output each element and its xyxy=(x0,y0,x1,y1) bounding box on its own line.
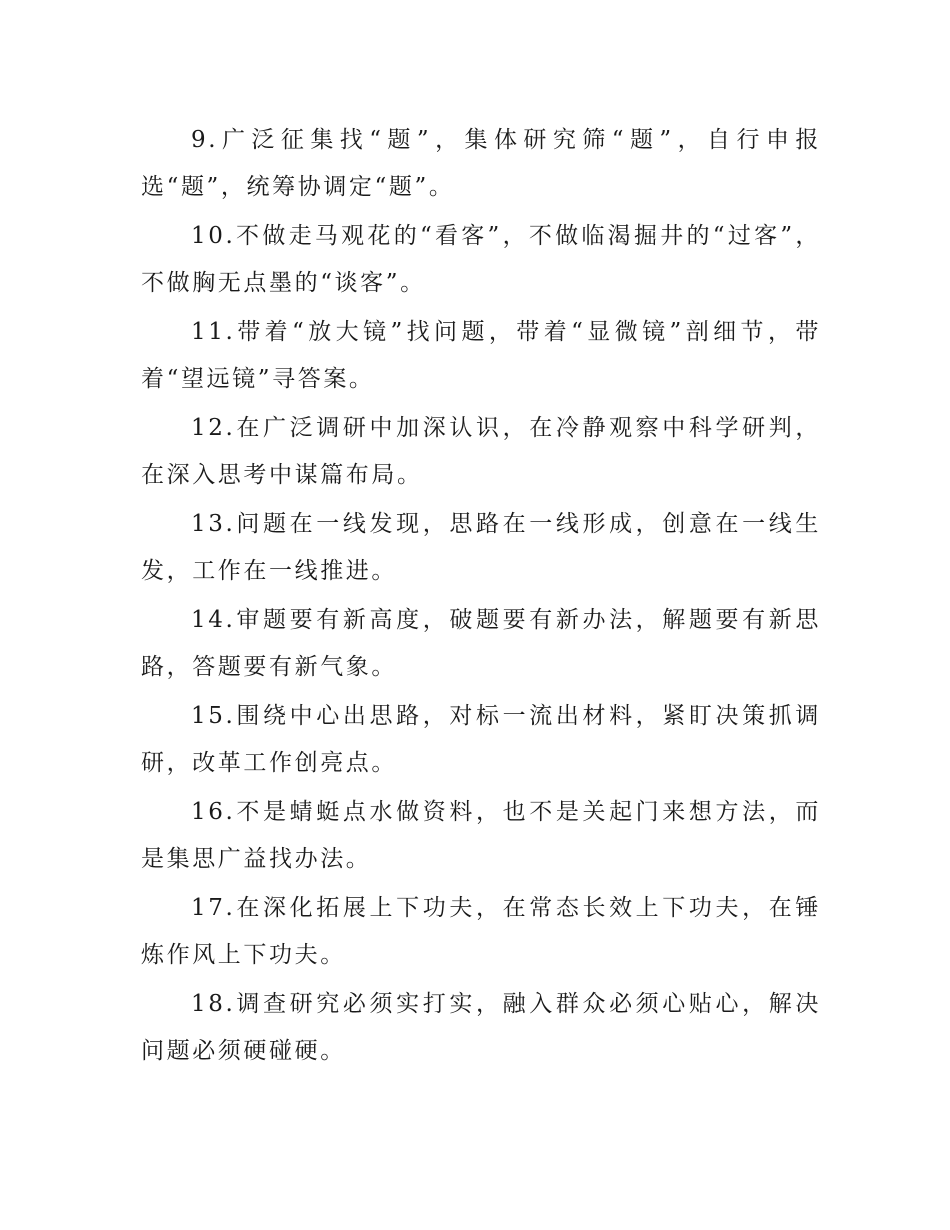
paragraph-12: 12.在广泛调研中加深认识，在冷静观察中科学研判，在深入思考中谋篇布局。 xyxy=(141,415,821,488)
document-body xyxy=(141,117,821,1077)
paragraph-14: 14.审题要有新高度，破题要有新办法，解题要有新思路，答题要有新气象。 xyxy=(141,607,821,680)
paragraph-18: 18.调查研究必须实打实，融入群众必须心贴心，解决问题必须硬碰硬。 xyxy=(141,991,821,1064)
paragraph-13: 13.问题在一线发现，思路在一线形成，创意在一线生发，工作在一线推进。 xyxy=(141,511,821,584)
paragraph-11: 11.带着“放大镜”找问题，带着“显微镜”剖细节，带着“望远镜”寻答案。 xyxy=(141,319,821,392)
paragraph-10: 10.不做走马观花的“看客”，不做临渴掘井的“过客”，不做胸无点墨的“谈客”。 xyxy=(141,223,821,296)
paragraph-15: 15.围绕中心出思路，对标一流出材料，紧盯决策抓调研，改革工作创亮点。 xyxy=(141,703,821,776)
paragraph-16: 16.不是蜻蜓点水做资料，也不是关起门来想方法，而是集思广益找办法。 xyxy=(141,799,821,872)
paragraph-17: 17.在深化拓展上下功夫，在常态长效上下功夫，在锤炼作风上下功夫。 xyxy=(141,895,821,968)
paragraph-9: 9.广泛征集找“题”，集体研究筛“题”，自行申报选“题”，统筹协调定“题”。 xyxy=(141,127,821,200)
